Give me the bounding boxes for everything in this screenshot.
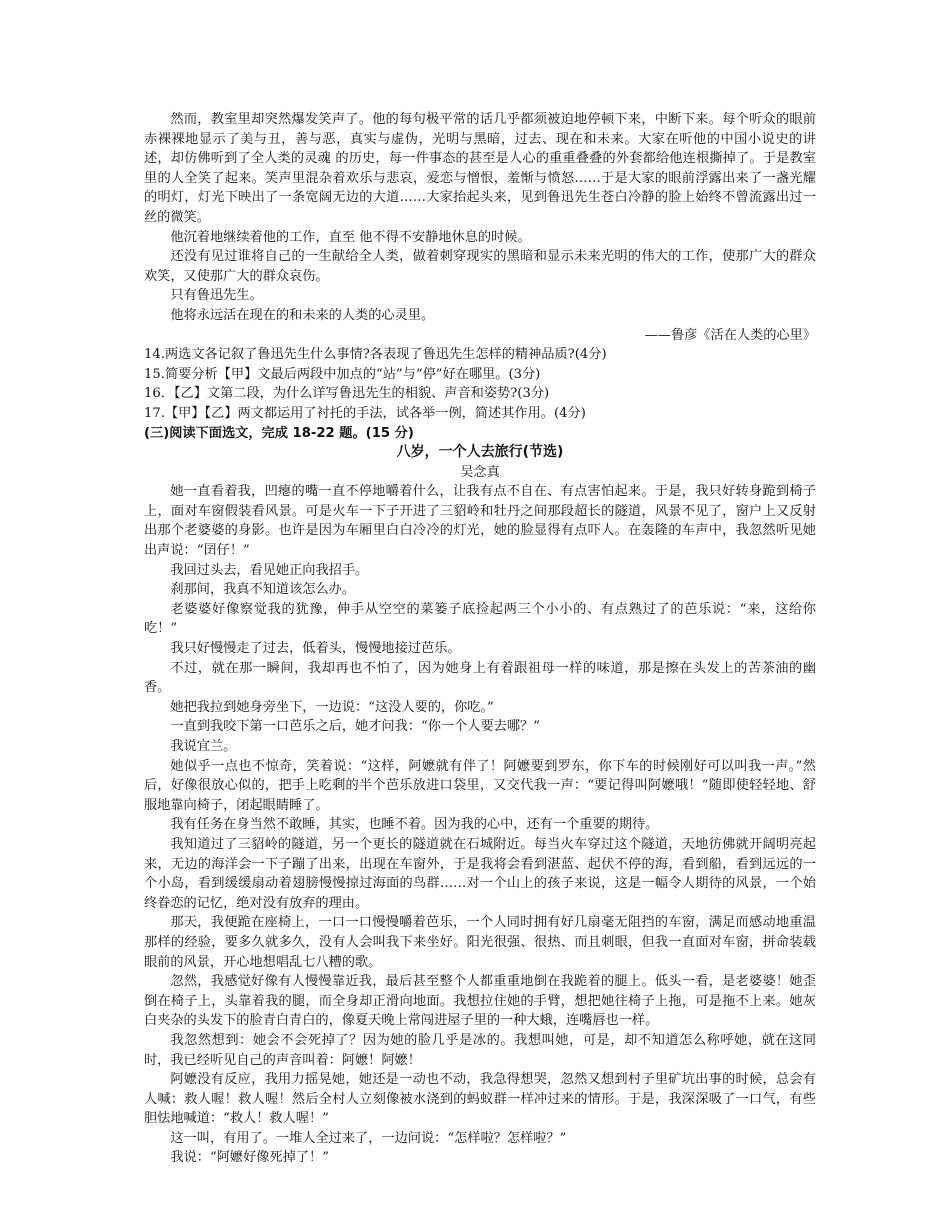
story-paragraph: 我忽然想到：她会不会死掉了？因为她的脸几乎是冰的。我想叫她，可是，却不知道怎么称呼她，就在这同时，我已经听见自己的声音叫着：阿嬷！阿嬷！ <box>144 1032 816 1068</box>
question-17: 17.【甲】【乙】两文都运用了衬托的手法，试各举一例，简述其作用。(4分) <box>144 405 586 421</box>
story-paragraph: 她把我拉到她身旁坐下，一边说：“这没人要的，你吃。” <box>170 699 494 715</box>
story-paragraph: 这一叫，有用了。一堆人全过来了，一边问说：“怎样啦？怎样啦？” <box>170 1130 567 1146</box>
question-15: 15.简要分析【甲】文最后两段中加点的“站”与“停”好在哪里。(3分) <box>144 366 541 382</box>
passage1-paragraph: 他将永远活在现在的和未来的人类的心灵里。 <box>170 307 435 323</box>
story-paragraph: 我只好慢慢走了过去，低着头，慢慢地接过芭乐。 <box>170 641 461 657</box>
passage1-paragraph: 他沉着地继续着他的工作，直至 他不得不安静地休息的时候。 <box>170 229 531 245</box>
section-heading: (三)阅读下面选文，完成 18-22 题。(15 分) <box>144 425 414 441</box>
passage-title: 八岁，一个人去旅行(节选) <box>396 444 564 461</box>
story-paragraph: 不过，就在那一瞬间，我却再也不怕了，因为她身上有着跟祖母一样的味道，那是擦在头发上的苦茶油的幽香。 <box>144 660 816 696</box>
story-paragraph: 刹那间，我真不知道该怎么办。 <box>170 582 356 598</box>
page-content <box>144 110 816 1168</box>
story-paragraph: 我说宜兰。 <box>170 739 237 754</box>
passage1-paragraph: 然而，教室里却突然爆发笑声了。他的每句极平常的话几乎都须被迫地停顿下来，中断下来。每个听众的眼前赤裸裸地显示了美与丑，善与恶，真实与虚伪，光明与黑暗，过去、现在和未来。大家在听他的中国小说史的讲述，却仿佛听到了全人类的灵魂 的历史，每一件事态的甚至是人心的重重叠叠的外套都给他连根撕掉了。于是教室里的人全笑了起来。笑声里混杂着欢乐与悲哀，爱恋与憎恨，羞惭与愤怒……于是大家的眼前浮露出来了一盏光耀的明灯，灯光下映出了一条宽阔无边的大道……大家抬起头来，见到鲁迅先生苍白冷静的脸上始终不曾流露出过一丝的微笑。 <box>144 112 816 225</box>
story-paragraph: 她一直看着我，凹瘪的嘴一直不停地嚼着什么，让我有点不自在、有点害怕起来。于是，我只好转身跪到椅子上，面对车窗假装看风景。可是火车一下子开进了三貂岭和牡丹之间那段超长的隧道，风景不见了，窗户上又反射出那个老婆婆的身影。也许是因为车厢里白白冷冷的灯光，她的脸显得有点吓人。在轰隆的车声中，我忽然听见她出声说：“囝仔！” <box>144 484 816 559</box>
story-paragraph: 阿嬷没有反应，我用力摇晃她，她还是一动也不动，我急得想哭，忽然又想到村子里矿坑出事的时候，总会有人喊：救人喔！救人喔！然后全村人立刻像被水浇到的蚂蚁群一样冲过来的情形。于是，我深深吸了一口气，有些胆怯地喊道：“救人！救人喔！” <box>144 1072 816 1127</box>
passage1-paragraph: 还没有见过谁将自己的一生献给全人类，做着刺穿现实的黑暗和显示未来光明的伟大的工作，使那广大的群众欢笑，又使那广大的群众哀伤。 <box>144 249 816 284</box>
story-paragraph: 我说：“阿嬷好像死掉了！” <box>170 1150 329 1166</box>
story-paragraph: 一直到我咬下第一口芭乐之后，她才问我：“你一个人要去哪？” <box>170 719 540 735</box>
question-14: 14.两选文各记叙了鲁迅先生什么事情?各表现了鲁迅先生怎样的精神品质?(4分) <box>144 347 607 363</box>
question-16: 16．【乙】文第二段，为什么详写鲁迅先生的相貌、声音和姿势?(3分) <box>144 386 550 402</box>
story-paragraph: 老婆婆好像察觉我的犹豫，伸手从空空的菜篓子底捡起两三个小小的、有点熟过了的芭乐说：“来，这给你吃！” <box>144 601 816 637</box>
story-paragraph: 她似乎一点也不惊奇，笑着说：“这样，阿嬷就有伴了！阿嬷要到罗东，你下车的时候刚好可以叫我一声。”然后，好像很放心似的，把手上吃剩的半个芭乐放进口袋里，又交代我一声：“要记得叫阿嬷哦！”随即使轻轻地、舒服地靠向椅子，闭起眼睛睡了。 <box>144 758 816 813</box>
passage1-paragraph: 只有鲁迅先生。 <box>170 288 263 304</box>
story-paragraph: 那天，我便跪在座椅上，一口一口慢慢嚼着芭乐，一个人同时拥有好几扇毫无阻挡的车窗，满足而感动地重温那样的经验，要多久就多久，没有人会叫我下来坐好。阳光很强、很热、而且刺眼，但我一直面对车窗，拼命装载眼前的风景，开心地想唱乱七八糟的歌。 <box>144 915 816 970</box>
passage1-source: ——鲁彦《活在人类的心里》 <box>644 327 816 343</box>
story-paragraph: 我回过头去，看见她正向我招手。 <box>170 562 369 578</box>
story-paragraph: 我有任务在身当然不敢睡，其实，也睡不着。因为我的心中，还有一个重要的期待。 <box>170 817 659 833</box>
passage-author: 吴念真 <box>460 464 500 480</box>
story-paragraph: 忽然，我感觉好像有人慢慢靠近我，最后甚至整个人都重重地倒在我跪着的腿上。低头一看，是老婆婆！她歪倒在椅子上，头靠着我的腿，而全身却正滑向地面。我想拉住她的手臂，想把她往椅子上拖，可是拖不上来。她灰白夹杂的头发下的脸青白青白的，像夏天晚上常闯进屋子里的一种大蛾，连嘴唇也一样。 <box>144 974 816 1029</box>
story-paragraph: 我知道过了三貂岭的隧道，另一个更长的隧道就在石城附近。每当火车穿过这个隧道，天地彷佛就开阔明亮起来，无边的海洋会一下子蹦了出来，出现在车窗外，于是我将会看到湛蓝、起伏不停的海，看到船，看到远远的一个小岛，看到缓缓扇动着翅膀慢慢掠过海面的鸟群……对一个山上的孩子来说，这是一幅令人期待的风景，一个始终眷恋的记忆，绝对没有放弃的理由。 <box>144 836 816 911</box>
